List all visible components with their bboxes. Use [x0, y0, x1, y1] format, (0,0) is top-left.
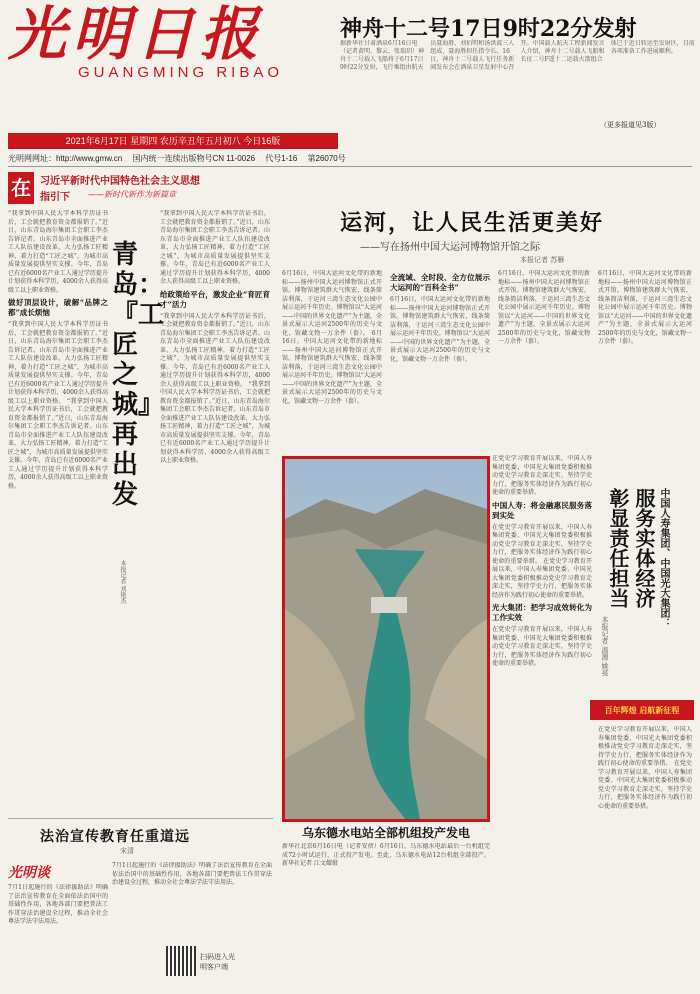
main-story-byline: 本报记者 苏雁	[520, 256, 565, 264]
right-story-byline: 本报记者 温源 姚亮	[601, 616, 609, 677]
right-story-subhead-2: 光大集团：把学习成效转化为工作实效	[492, 603, 592, 622]
right-story-column-1: 在党史学习教育开展以来，中国人寿集团党委、中国光大集团党委积极推动党史学习教育走深走实，坚持学史力行，把服务实体经济作为践行初心使命的重要举措。 中国人寿：将金融惠民服务落到实处 在党史学习教育开展以来，中国人寿集团党委、中国光大集团党委积极推动党史学习教育走深走实，坚持学史力行，把服务实体经济作为践行初心使命的重要举措。 在党史学习教育开展以来，中国人寿集团党委、中国光大集团党委积极推动党史学习教育走深走实，坚持学史力行，把服务实体经济作为践行初心使命的重要举措。 光大集团：把学习成效转化为工作实效 在党史学习教育开展以来，中国人寿集团党委、中国光大集团党委积极推动党史学习教育走深走实，坚持学史力行，把服务实体经济作为践行初心使命的重要举措。	[492, 455, 592, 667]
banner-line-3: ——新时代新作为新篇章	[88, 190, 176, 199]
newspaper-logo-english: GUANGMING RIBAO	[78, 64, 284, 81]
qr-code[interactable]	[166, 946, 196, 976]
masthead	[8, 0, 308, 88]
photo-credit: 新华社记者 江文耀摄	[282, 860, 338, 867]
issue-number: 第26070号	[307, 154, 346, 163]
left-story-column-1: “我拿到中国人民大学本科学历证书后，工会就把教育资金都报销了。”近日，山东青岛海尔集团工会职工李杰告诉记者。山东青岛市全面推进产业工人队伍建设改革，大力弘扬工匠精神，着力打造“工匠之城”，为城市高质量发展提供坚实支撑。今年，青岛已有近6000名产业工人通过学历提升计划获得本科学历，4000余人获得高级工以上职业资格。 做好顶层设计，破解“品牌之都”成长烦恼 “我拿到中国人民大学本科学历证书后，工会就把教育资金都报销了。”近日，山东青岛海尔集团工会职工李杰告诉记者。山东青岛市全面推进产业工人队伍建设改革，大力弘扬工匠精神，着力打造“工匠之城”，为城市高质量发展提供坚实支撑。今年，青岛已有近6000名产业工人通过学历提升计划获得本科学历，4000余人获得高级工以上职业资格。 “我拿到中国人民大学本科学历证书后，工会就把教育资金都报销了。”近日，山东青岛海尔集团工会职工李杰告诉记者。山东青岛市全面推进产业工人队伍建设改革，大力弘扬工匠精神，着力打造“工匠之城”，为城市高质量发展提供坚实支撑。今年，青岛已有近6000名产业工人通过学历提升计划获得本科学历，4000余人获得高级工以上职业资格。	[8, 210, 108, 490]
top-story-headline[interactable]: 神舟十二号17日9时22分发射	[340, 16, 637, 42]
top-story-body: 据新华社甘肃酒泉6月16日电（记者黄明、黎云、张瑞玥）神舟十二号载人飞船将于6月17日9时22分发射，飞行乘组由航天员聂海胜、刘伯明和汤洪波三人组成，聂海胜担任指令长。16日，神舟十二号载人飞行任务新闻发布会在酒泉卫星发射中心召开。中国载人航天工程新闻发言人介绍，神舟十二号载人飞船和长征二号F遥十二运载火箭组合体已于近日转运至发射区，目前各项准备工作进展顺利。	[340, 40, 695, 71]
banner-line-1: 习近平新时代中国特色社会主义思想	[40, 176, 200, 187]
postal-code: 代号1-16	[265, 154, 298, 163]
right-story-kicker: 中国人寿集团、中国光大集团：	[658, 488, 669, 628]
banner-line-2: 指引下	[40, 192, 70, 203]
left-story-column-2: “我拿到中国人民大学本科学历证书后，工会就把教育资金都报销了。”近日，山东青岛海尔集团工会职工李杰告诉记者。山东青岛市全面推进产业工人队伍建设改革，大力弘扬工匠精神，着力打造“工匠之城”，为城市高质量发展提供坚实支撑。今年，青岛已有近6000名产业工人通过学历提升计划获得本科学历，4000余人获得高级工以上职业资格。 给政策给平台，激发企业“育匠育才”活力 “我拿到中国人民大学本科学历证书后，工会就把教育资金都报销了。”近日，山东青岛海尔集团工会职工李杰告诉记者。山东青岛市全面推进产业工人队伍建设改革，大力弘扬工匠精神，着力打造“工匠之城”，为城市高质量发展提供坚实支撑。今年，青岛已有近6000名产业工人通过学历提升计划获得本科学历，4000余人获得高级工以上职业资格。 “我拿到中国人民大学本科学历证书后，工会就把教育资金都报销了。”近日，山东青岛海尔集团工会职工李杰告诉记者。山东青岛市全面推进产业工人队伍建设改革，大力弘扬工匠精神，着力打造“工匠之城”，为城市高质量发展提供坚实支撑。今年，青岛已有近6000名产业工人通过学历提升计划获得本科学历，4000余人获得高级工以上职业资格。	[160, 210, 270, 464]
law-story-column-1: 7月1日起施行的《法律援助法》明确了法治宣传教育在全面依法治国中的基础性作用，各地各部门要把普法工作贯穿法治建设全过程，推动全社会尊法学法守法用法。	[8, 884, 108, 925]
law-story-byline: 宋清	[120, 847, 134, 855]
dam-photo[interactable]	[282, 456, 490, 822]
weekday: 星期四	[130, 136, 158, 146]
date-bar	[8, 133, 338, 149]
main-story-headline[interactable]: 运河，让人民生活更美好	[340, 210, 605, 236]
dam-photo-image	[285, 459, 487, 819]
main-story-column-1: 6月16日，中国大运河文化带的新地标——扬州中国大运河博物馆正式开馆。博物馆建筑群大气恢宏，线条简洁利落，于运河三湾生态文化公园中展示运河千年历史。博物馆以“大运河——中国的世界文化遗产”为主题，全景式展示大运河2500年的历史与文化，馆藏文物一万余件（套）。 6月16日，中国大运河文化带的新地标——扬州中国大运河博物馆正式开馆。博物馆建筑群大气恢宏，线条简洁利落，于运河三湾生态文化公园中展示运河千年历史。博物馆以“大运河——中国的世界文化遗产”为主题，全景式展示大运河2500年的历史与文化，馆藏文物一万余件（套）。	[282, 270, 382, 405]
photo-headline[interactable]: 乌东德水电站全部机组投产发电	[301, 826, 470, 840]
party-anniversary-logo: 百年辉煌 启航新征程	[590, 700, 694, 720]
left-story-headline[interactable]: 青岛：『工匠之城』再出发	[112, 240, 165, 510]
page-count: 今日16版	[243, 136, 281, 146]
column-banner	[8, 172, 268, 206]
right-story-headline-1[interactable]: 服务实体经济	[632, 488, 656, 608]
main-story-subhead: ——写在扬州中国大运河博物馆开馆之际	[360, 242, 540, 253]
photo-caption	[282, 820, 490, 963]
main-story-column-2: 全流域、全时段、全方位展示大运河的“百科全书” 6月16日，中国大运河文化带的新地标——扬州中国大运河博物馆正式开馆。博物馆建筑群大气恢宏，线条简洁利落，于运河三湾生态文化公园中展示运河千年历史。博物馆以“大运河——中国的世界文化遗产”为主题，全景式展示大运河2500年的历史与文化，馆藏文物一万余件（套）。	[390, 273, 490, 363]
top-story-more: （更多报道见3版）	[600, 121, 661, 129]
right-story-column-2: 在党史学习教育开展以来，中国人寿集团党委、中国光大集团党委积极推动党史学习教育走深走实，坚持学史力行，把服务实体经济作为践行初心使命的重要举措。 在党史学习教育开展以来，中国人寿集团党委、中国光大集团党委积极推动党史学习教育走深走实，坚持学史力行，把服务实体经济作为践行初心使命的重要举措。	[598, 726, 692, 810]
right-story-headline-2[interactable]: 彰显责任担当	[606, 488, 630, 608]
photo-caption-body: 新华社北京6月16日电（记者安蓓）6月16日，乌东德水电站最后一台机组完成72小时试运行，正式投产发电。至此，乌东德水电站12台机组全部投产。 新华社记者 江文耀摄	[282, 843, 490, 867]
qr-caption: 扫码进入光明客户端	[200, 953, 235, 971]
issn: 国内统一连续出版物号CN 11-0026	[132, 154, 256, 163]
main-story-column-3: 6月16日，中国大运河文化带的新地标——扬州中国大运河博物馆正式开馆。博物馆建筑群大气恢宏，线条简洁利落，于运河三湾生态文化公园中展示运河千年历史。博物馆以“大运河——中国的世界文化遗产”为主题，全景式展示大运河2500年的历史与文化，馆藏文物一万余件（套）。	[498, 270, 590, 345]
law-story-headline[interactable]: 法治宣传教育任重道远	[40, 829, 190, 845]
main-story-subhead-1: 全流域、全时段、全方位展示大运河的“百科全书”	[390, 273, 490, 292]
left-story-subhead-2: 给政策给平台，激发企业“育匠育才”活力	[160, 289, 270, 309]
newspaper-logo: 光明日报	[8, 0, 265, 68]
banner-mark: 在	[8, 172, 34, 204]
website[interactable]: 光明网网址：http://www.gmw.cn	[8, 154, 123, 163]
right-story-subhead-1: 中国人寿：将金融惠民服务落到实处	[492, 500, 592, 520]
law-story-column-2: 7月1日起施行的《法律援助法》明确了法治宣传教育在全面依法治国中的基础性作用，各地各部门要把普法工作贯穿法治建设全过程，推动全社会尊法学法守法用法。	[112, 862, 272, 886]
publication-info-bar	[8, 152, 692, 167]
left-story-subhead-1: 做好顶层设计，破解“品牌之都”成长烦恼	[8, 298, 108, 317]
guangming-talk-logo: 光明谈	[8, 865, 50, 881]
left-story-byline: 本报记者 刘艳杰	[119, 560, 126, 604]
main-story-column-4: 6月16日，中国大运河文化带的新地标——扬州中国大运河博物馆正式开馆。博物馆建筑群大气恢宏，线条简洁利落，于运河三湾生态文化公园中展示运河千年历史。博物馆以“大运河——中国的世界文化遗产”为主题，全景式展示大运河2500年的历史与文化，馆藏文物一万余件（套）。	[598, 270, 692, 345]
date: 2021年6月17日	[65, 136, 128, 146]
lunar-date: 农历辛丑年五月初八	[159, 136, 241, 146]
